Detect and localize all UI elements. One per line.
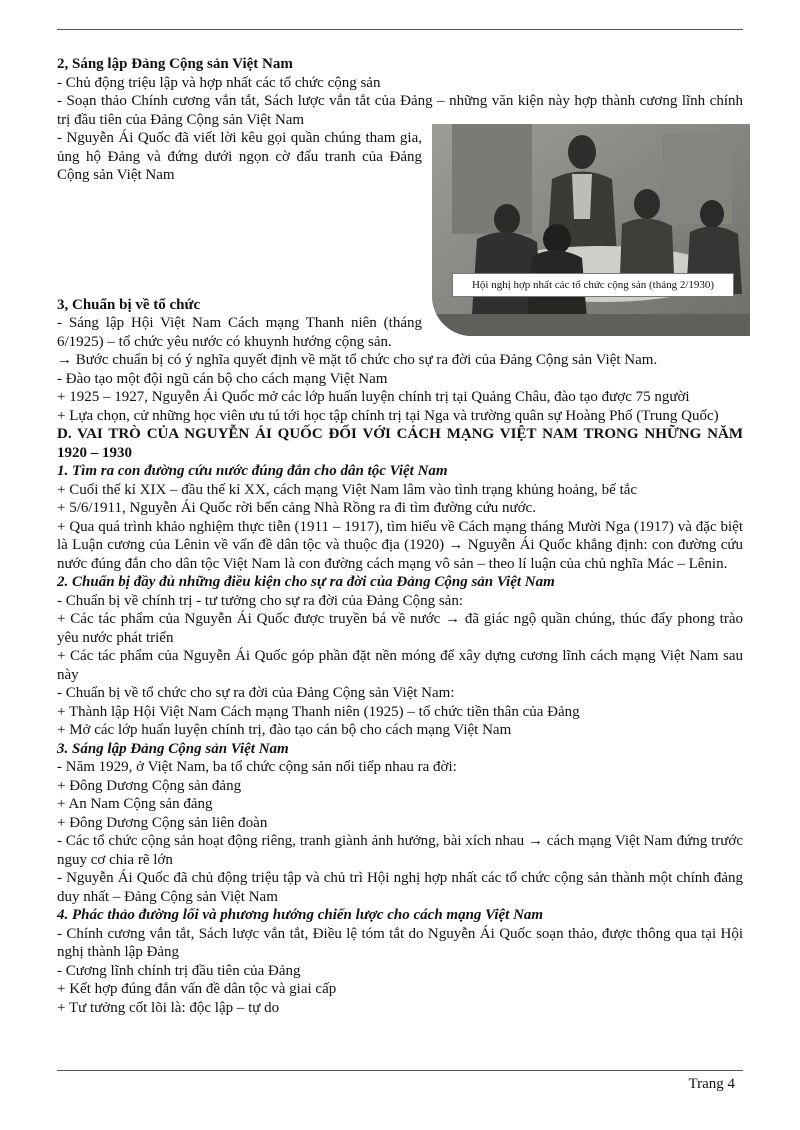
paragraph: - Chuẩn bị về tổ chức cho sự ra đời của Đảng Cộng sản Việt Nam:	[57, 685, 455, 701]
paragraph: - Các tổ chức cộng sản hoạt động riêng, tranh giành ảnh hưởng, bài xích nhau → cách mạng Việt Nam đứng trước nguy cơ chia rẽ lớn	[57, 833, 743, 868]
paragraph: - Soạn thảo Chính cương vắn tắt, Sách lược vắn tắt của Đảng – những văn kiện này hợp thành cương lĩnh chính trị đầu tiên của Đảng Cộng sản Việt Nam	[57, 93, 743, 128]
paragraph: - Đào tạo một đội ngũ cán bộ cho cách mạng Việt Nam	[57, 370, 388, 387]
paragraph: - Nguyễn Ái Quốc đã viết lời kêu gọi quần chúng tham gia, ủng hộ Đảng và đứng dưới ngọn cờ đấu tranh của Đảng Cộng sản Việt Nam	[57, 130, 422, 183]
subsection-title: 1. Tìm ra con đường cứu nước đúng đắn cho dân tộc Việt Nam	[57, 463, 448, 479]
paragraph: - Chính cương vắn tắt, Sách lược vắn tắt, Điều lệ tóm tắt do Nguyễn Ái Quốc soạn thảo, được thông qua tại Hội nghị thành lập Đảng	[57, 925, 743, 960]
paragraph: - Nguyễn Ái Quốc đã chủ động triệu tập và chủ trì Hội nghị hợp nhất các tổ chức cộng sản thành một chính đảng duy nhất – Đảng Cộng sản Việt Nam	[57, 870, 743, 905]
section-title: 2, Sáng lập Đảng Cộng sản Việt Nam	[57, 56, 293, 72]
paragraph: + Cuối thế kỉ XIX – đầu thế kỉ XX, cách mạng Việt Nam lâm vào tình trạng khủng hoảng, bế tắc	[57, 481, 638, 498]
paragraph: + Tư tưởng cốt lõi là: độc lập – tự do	[57, 999, 280, 1016]
part-heading: D. VAI TRÒ CỦA NGUYỄN ÁI QUỐC ĐỐI VỚI CÁCH MẠNG VIỆT NAM TRONG NHỮNG NĂM 1920 – 1930	[57, 426, 743, 461]
paragraph: + Đông Dương Cộng sản liên đoàn	[57, 814, 268, 831]
paragraph: + Mở các lớp huấn luyện chính trị, đào tạo cán bộ cho cách mạng Việt Nam	[57, 722, 512, 738]
paragraph: - Cương lĩnh chính trị đầu tiên của Đảng	[57, 962, 301, 979]
footer-rule	[57, 1070, 743, 1071]
paragraph: + Thành lập Hội Việt Nam Cách mạng Thanh niên (1925) – tổ chức tiền thân của Đảng	[57, 703, 580, 720]
paragraph: + Các tác phẩm của Nguyễn Ái Quốc được truyền bá về nước → đã giác ngộ quần chúng, thúc đẩy phong trào yêu nước phát triển	[57, 611, 743, 646]
paragraph: + Qua quá trình khảo nghiệm thực tiễn (1911 – 1917), tìm hiểu về Cách mạng tháng Mười Nga (1917) và đặc biệt là Luận cương của Lênin về vấn đề dân tộc và thuộc địa (1920) → Nguyễn Ái Quốc khẳng định: con đường cứu nước đúng đắn cho dân tộc Việt Nam là con đường cách mạng vô sản – theo lí luận của chủ nghĩa Mác – Lênin.	[57, 518, 743, 572]
paragraph: + Các tác phẩm của Nguyễn Ái Quốc góp phần đặt nền móng để xây dựng cương lĩnh cách mạng Việt Nam sau này	[57, 648, 743, 683]
subsection-title: 3. Sáng lập Đảng Cộng sản Việt Nam	[57, 740, 289, 757]
document-body	[57, 55, 743, 1017]
paragraph: + 1925 – 1927, Nguyễn Ái Quốc mở các lớp huấn luyện chính trị tại Quảng Châu, đào tạo được 75 người	[57, 389, 690, 405]
paragraph: - Chuẩn bị về chính trị - tư tưởng cho sự ra đời của Đảng Cộng sản:	[57, 592, 464, 609]
header-rule	[57, 29, 743, 30]
paragraph: - Sáng lập Hội Việt Nam Cách mạng Thanh niên (tháng 6/1925) – tổ chức yêu nước có khuynh hướng cộng sản.	[57, 315, 422, 350]
subsection-title: 2. Chuẩn bị đầy đủ những điều kiện cho sự ra đời của Đảng Cộng sản Việt Nam	[57, 574, 555, 590]
paragraph: + Đông Dương Cộng sản đảng	[57, 777, 242, 794]
paragraph: - Năm 1929, ở Việt Nam, ba tổ chức cộng sản nối tiếp nhau ra đời:	[57, 759, 457, 775]
paragraph: → Bước chuẩn bị có ý nghĩa quyết định về mặt tổ chức cho sự ra đời của Đảng Cộng sản Việt Nam.	[57, 352, 658, 368]
subsection-title: 4. Phác thảo đường lối và phương hướng chiến lược cho cách mạng Việt Nam	[57, 907, 544, 923]
paragraph: + 5/6/1911, Nguyễn Ái Quốc rời bến cảng Nhà Rồng ra đi tìm đường cứu nước.	[57, 500, 536, 516]
page-number: Trang 4	[688, 1076, 735, 1092]
paragraph: + An Nam Cộng sản đảng	[57, 796, 213, 812]
paragraph: - Chủ động triệu lập và hợp nhất các tổ chức cộng sản	[57, 74, 381, 91]
photo-caption: Hội nghị hợp nhất các tổ chức cộng sản (tháng 2/1930)	[452, 273, 734, 297]
section-title: 3, Chuẩn bị về tổ chức	[57, 296, 201, 313]
paragraph: + Kết hợp đúng đắn vấn đề dân tộc và giai cấp	[57, 981, 337, 997]
paragraph: + Lựa chọn, cử những học viên ưu tú tới học tập chính trị tại Nga và trường quân sự Hoàng Phố (Trung Quốc)	[57, 407, 719, 424]
